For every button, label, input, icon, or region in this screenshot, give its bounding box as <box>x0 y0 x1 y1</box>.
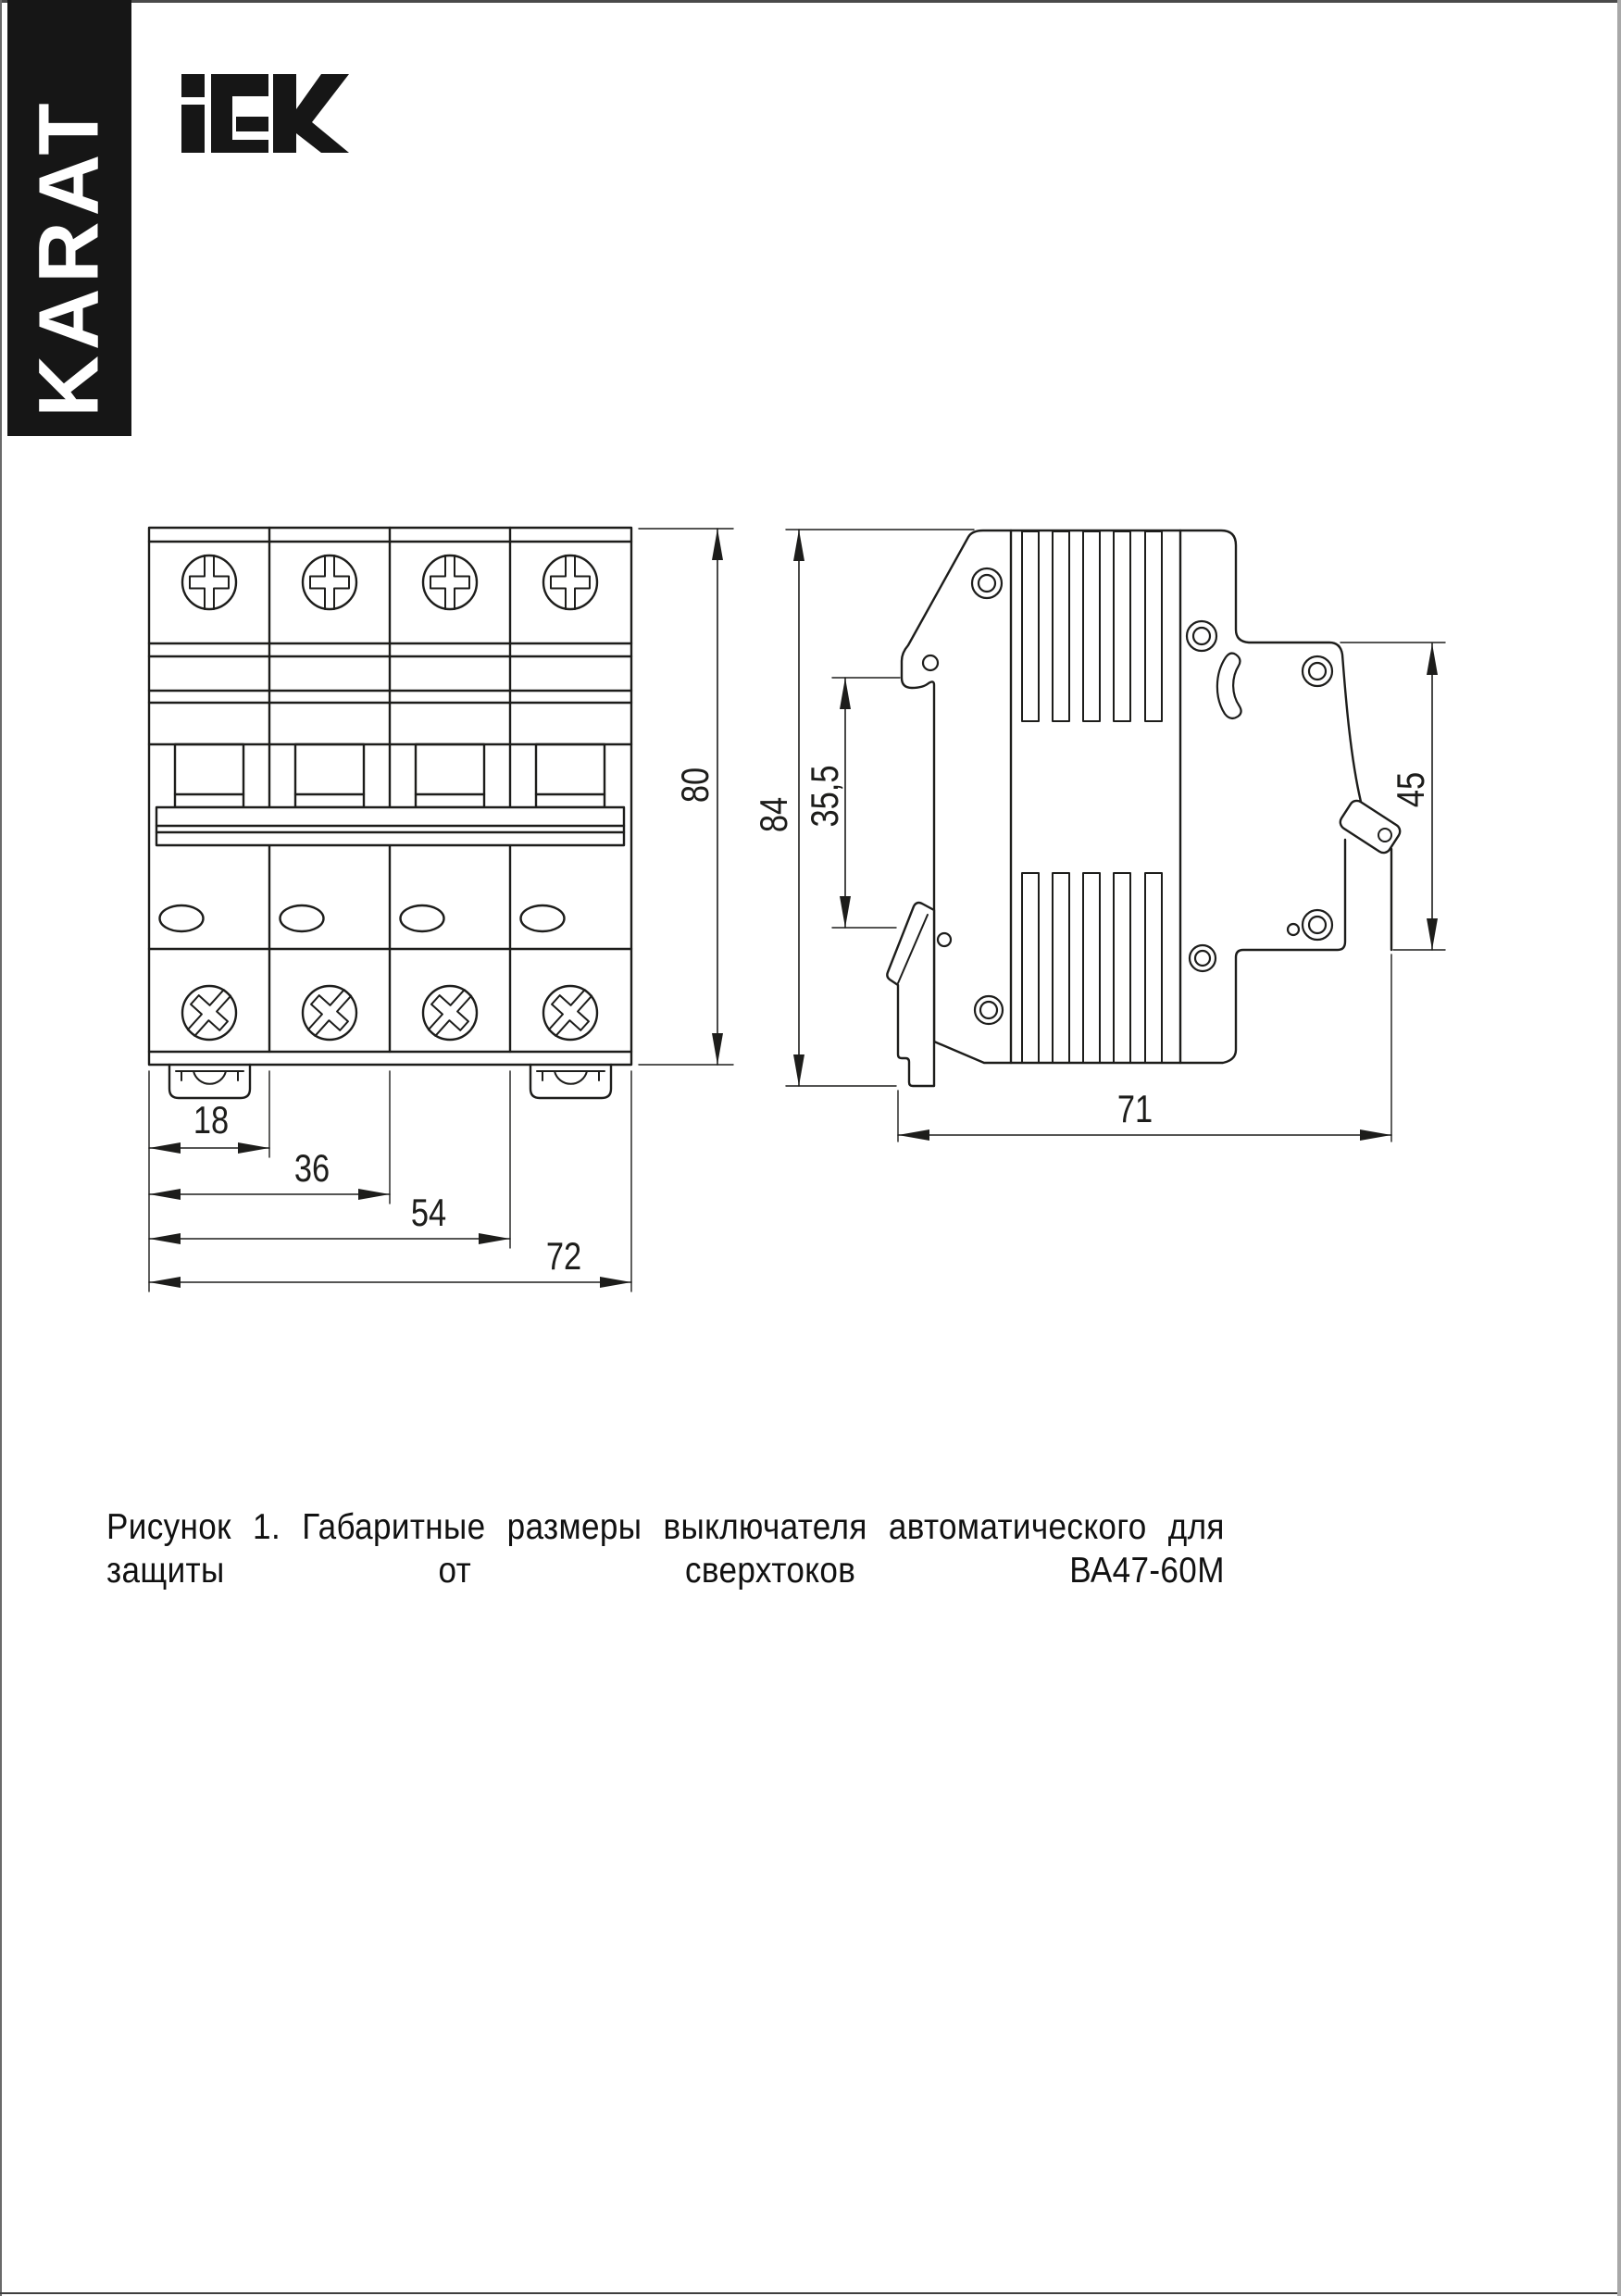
dim-label-width-36: 36 <box>293 1146 330 1190</box>
front-view-drawing <box>149 528 631 1098</box>
vent-slots-bottom <box>1022 873 1162 1063</box>
dim-label-front-height: 80 <box>673 767 717 804</box>
side-view-drawing <box>887 530 1403 1086</box>
figure-caption: Рисунок 1. Габаритные размеры выключателя автоматического для защиты от сверхтоков ВА47-60М <box>106 1507 1225 1591</box>
karat-brand-label: KARAT <box>21 97 117 418</box>
vent-slots-top <box>1022 531 1162 721</box>
dim-label-width-72: 72 <box>545 1234 582 1278</box>
din-latch-foot <box>887 903 934 1086</box>
dim-label-rail-offset: 35,5 <box>803 765 846 828</box>
rivets <box>923 568 1332 1024</box>
dim-label-side-height: 84 <box>752 796 795 833</box>
dim-label-width-18: 18 <box>193 1098 230 1142</box>
kidney-slot <box>1217 654 1241 718</box>
dim-label-depth-71: 71 <box>1116 1087 1153 1130</box>
handle-tie-bar <box>156 807 624 845</box>
dim-label-width-54: 54 <box>410 1191 447 1234</box>
dim-label-right-height: 45 <box>1389 771 1432 808</box>
